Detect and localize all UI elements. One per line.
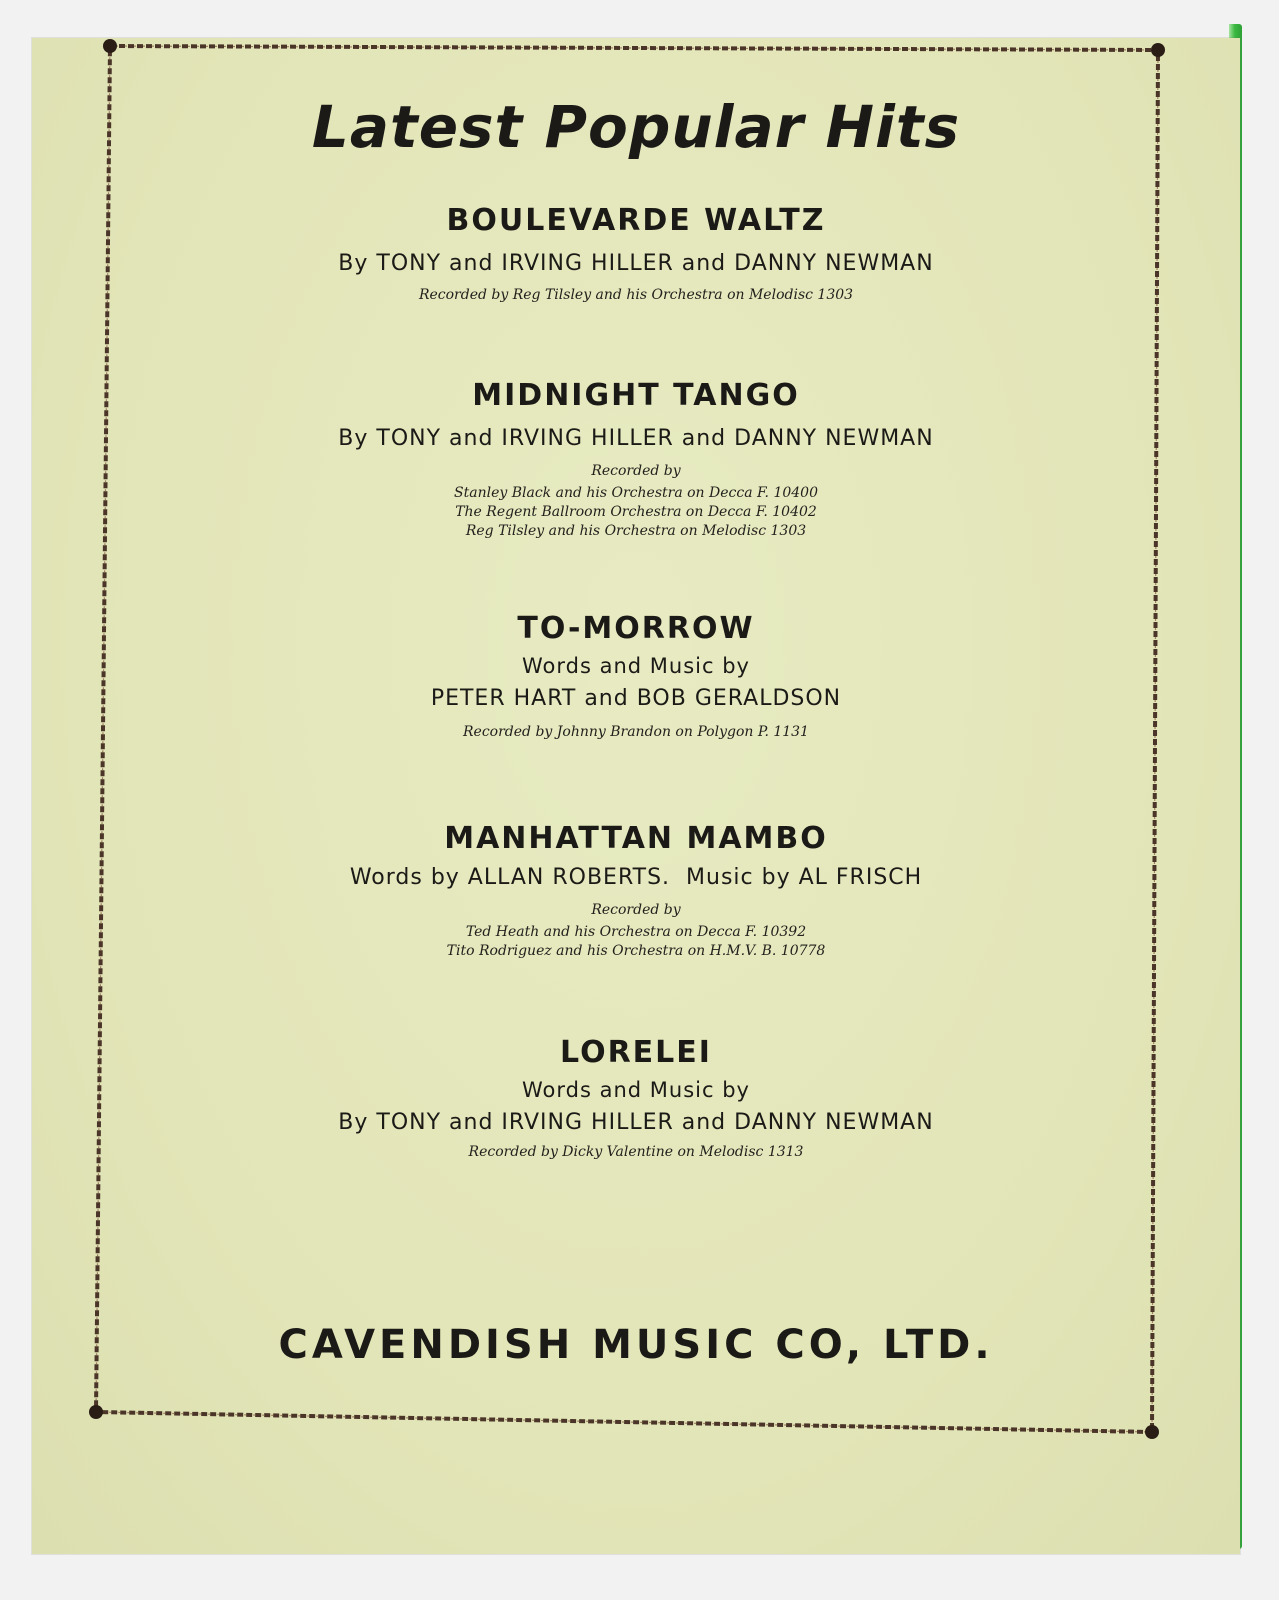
- song-title: LORELEI: [560, 1035, 712, 1070]
- song-credit: PETER HART and BOB GERALDSON: [430, 686, 842, 711]
- recording-item: Stanley Black and his Orchestra on Decca F. 10400: [454, 484, 818, 501]
- song-entry-to-morrow: [32, 612, 1240, 742]
- song-credit: Words by ALLAN ROBERTS. Music by AL FRISCH: [349, 864, 923, 890]
- recorded-by-heading: Recorded by: [591, 462, 681, 479]
- recording-info: Recorded by Johnny Brandon on Polygon P. 1131: [463, 724, 809, 741]
- song-credit: By TONY and IRVING HILLER and DANNY NEWMAN: [338, 250, 934, 276]
- song-title: MANHATTAN MAMBO: [444, 821, 828, 856]
- song-entry-lorelei: [32, 1036, 1240, 1162]
- song-title: TO-MORROW: [517, 611, 755, 646]
- song-title: BOULEVARDE WALTZ: [446, 203, 826, 238]
- recording-item: Ted Heath and his Orchestra on Decca F. 10392: [465, 923, 807, 940]
- corner-dot-bottom-right: [1145, 1425, 1159, 1439]
- recording-item: The Regent Ballroom Orchestra on Decca F. 10402: [455, 503, 817, 520]
- song-credit: Words and Music by: [522, 653, 750, 678]
- corner-dot-top-right: [1151, 43, 1165, 57]
- recording-info: Recorded by Reg Tilsley and his Orchestra on Melodisc 1303: [418, 286, 854, 303]
- song-credit: By TONY and IRVING HILLER and DANNY NEWMAN: [338, 425, 934, 451]
- song-credit: Words and Music by: [522, 1077, 750, 1102]
- song-entry-manhattan-mambo: [32, 822, 1240, 961]
- song-entry-boulevarde-waltz: [32, 204, 1240, 305]
- recording-list: [32, 923, 1240, 961]
- recording-info: Recorded by Dicky Valentine on Melodisc 1313: [468, 1144, 804, 1161]
- corner-dot-top-left: [103, 39, 117, 53]
- song-credit: By TONY and IRVING HILLER and DANNY NEWMAN: [338, 1110, 934, 1135]
- page-title: Latest Popular Hits: [311, 93, 961, 161]
- song-entry-midnight-tango: [32, 379, 1240, 540]
- song-title: MIDNIGHT TANGO: [472, 378, 800, 413]
- recording-item: Tito Rodriguez and his Orchestra on H.M.V. B. 10778: [446, 942, 826, 959]
- recording-list: [32, 484, 1240, 541]
- recorded-by-heading: Recorded by: [591, 901, 681, 918]
- publisher-name: CAVENDISH MUSIC CO, LTD.: [278, 1322, 994, 1368]
- corner-dot-bottom-left: [89, 1405, 103, 1419]
- sheet-music-back-cover: [32, 38, 1240, 1554]
- recording-item: Reg Tilsley and his Orchestra on Melodisc 1303: [465, 522, 807, 539]
